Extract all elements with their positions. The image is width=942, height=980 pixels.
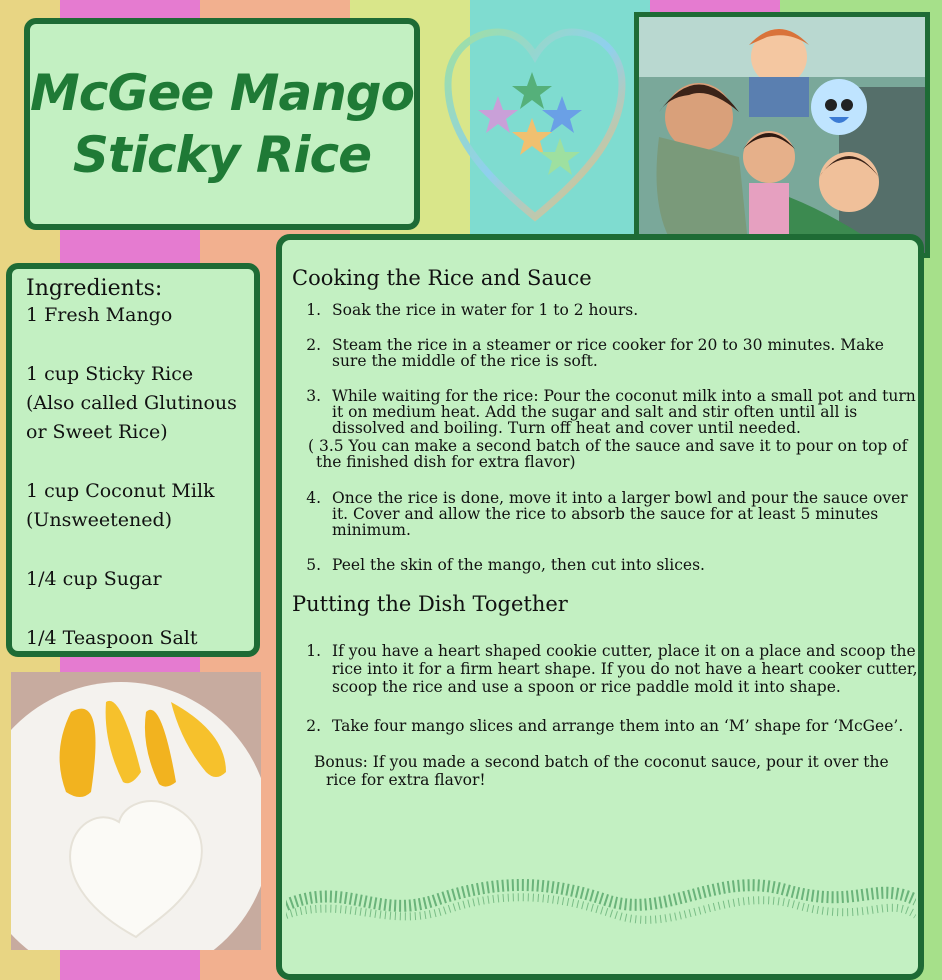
assembly-steps — [292, 642, 918, 734]
list-item: 3. While waiting for the rice: Pour the coconut milk into a small pot and turn it on medium heat. Add the sugar and salt and stir often until all is dissolved and boiling. Turn off heat and cover until needed. — [326, 388, 918, 436]
star-orange-icon — [512, 118, 552, 155]
ingredients-heading: Ingredients: — [26, 276, 163, 301]
star-lightgreen-icon — [540, 138, 580, 175]
ingredient-item: 1/4 Teaspoon Salt — [26, 627, 198, 649]
recipe-title — [30, 62, 414, 186]
bonus-line-1: Bonus: If you made a second batch of the coconut sauce, pour it over the — [314, 753, 889, 771]
title-panel — [24, 18, 420, 230]
instructions-panel — [276, 234, 924, 980]
decorative-squiggle — [286, 860, 916, 930]
heart-stars-logo — [440, 22, 630, 232]
cooking-note: ( 3.5 You can make a second batch of the sauce and save it to pour on top of the finished dish for extra flavor) — [308, 437, 908, 471]
list-item: 4. Once the rice is done, move it into a larger bowl and pour the sauce over it. Cover and allow the rice to absorb the sauce for at least 5 minutes minimum. — [326, 490, 918, 538]
ingredients-panel — [6, 263, 260, 657]
list-item: 5. Peel the skin of the mango, then cut into slices. — [326, 557, 918, 573]
assembly-heading: Putting the Dish Together — [292, 592, 568, 616]
ingredient-item: 1 cup Coconut Milk (Unsweetened) — [26, 480, 215, 531]
bonus-note — [292, 753, 918, 789]
star-green-icon — [512, 72, 552, 109]
family-photo — [634, 12, 930, 258]
star-blue-icon — [542, 96, 582, 133]
cooking-steps — [292, 302, 918, 436]
ingredient-item: 1 Fresh Mango — [26, 304, 173, 326]
cooking-steps-continued — [292, 490, 918, 573]
list-item: 2. Steam the rice in a steamer or rice cooker for 20 to 30 minutes. Make sure the middle of the rice is soft. — [326, 337, 918, 369]
title-line-2: Sticky Rice — [72, 126, 372, 184]
list-item: 1. If you have a heart shaped cookie cutter, place it on a place and scoop the rice into it for a firm heart shape. If you do not have a heart cooker cutter, scoop the rice and use a spoon or rice paddle mold it into shape. — [326, 642, 918, 696]
mango-rice-photo — [11, 672, 261, 950]
list-item: 2. Take four mango slices and arrange them into an ‘M’ shape for ‘McGee’. — [326, 718, 918, 734]
bonus-line-2: rice for extra flavor! — [326, 771, 486, 789]
title-line-1: McGee Mango — [30, 64, 414, 122]
ingredient-item: 1 cup Sticky Rice (Also called Glutinous or Sweet Rice) — [26, 363, 237, 443]
ingredient-item: 1/4 cup Sugar — [26, 568, 162, 590]
star-purple-icon — [478, 96, 518, 133]
cooking-heading: Cooking the Rice and Sauce — [292, 266, 592, 290]
list-item: 1. Soak the rice in water for 1 to 2 hours. — [326, 302, 918, 318]
